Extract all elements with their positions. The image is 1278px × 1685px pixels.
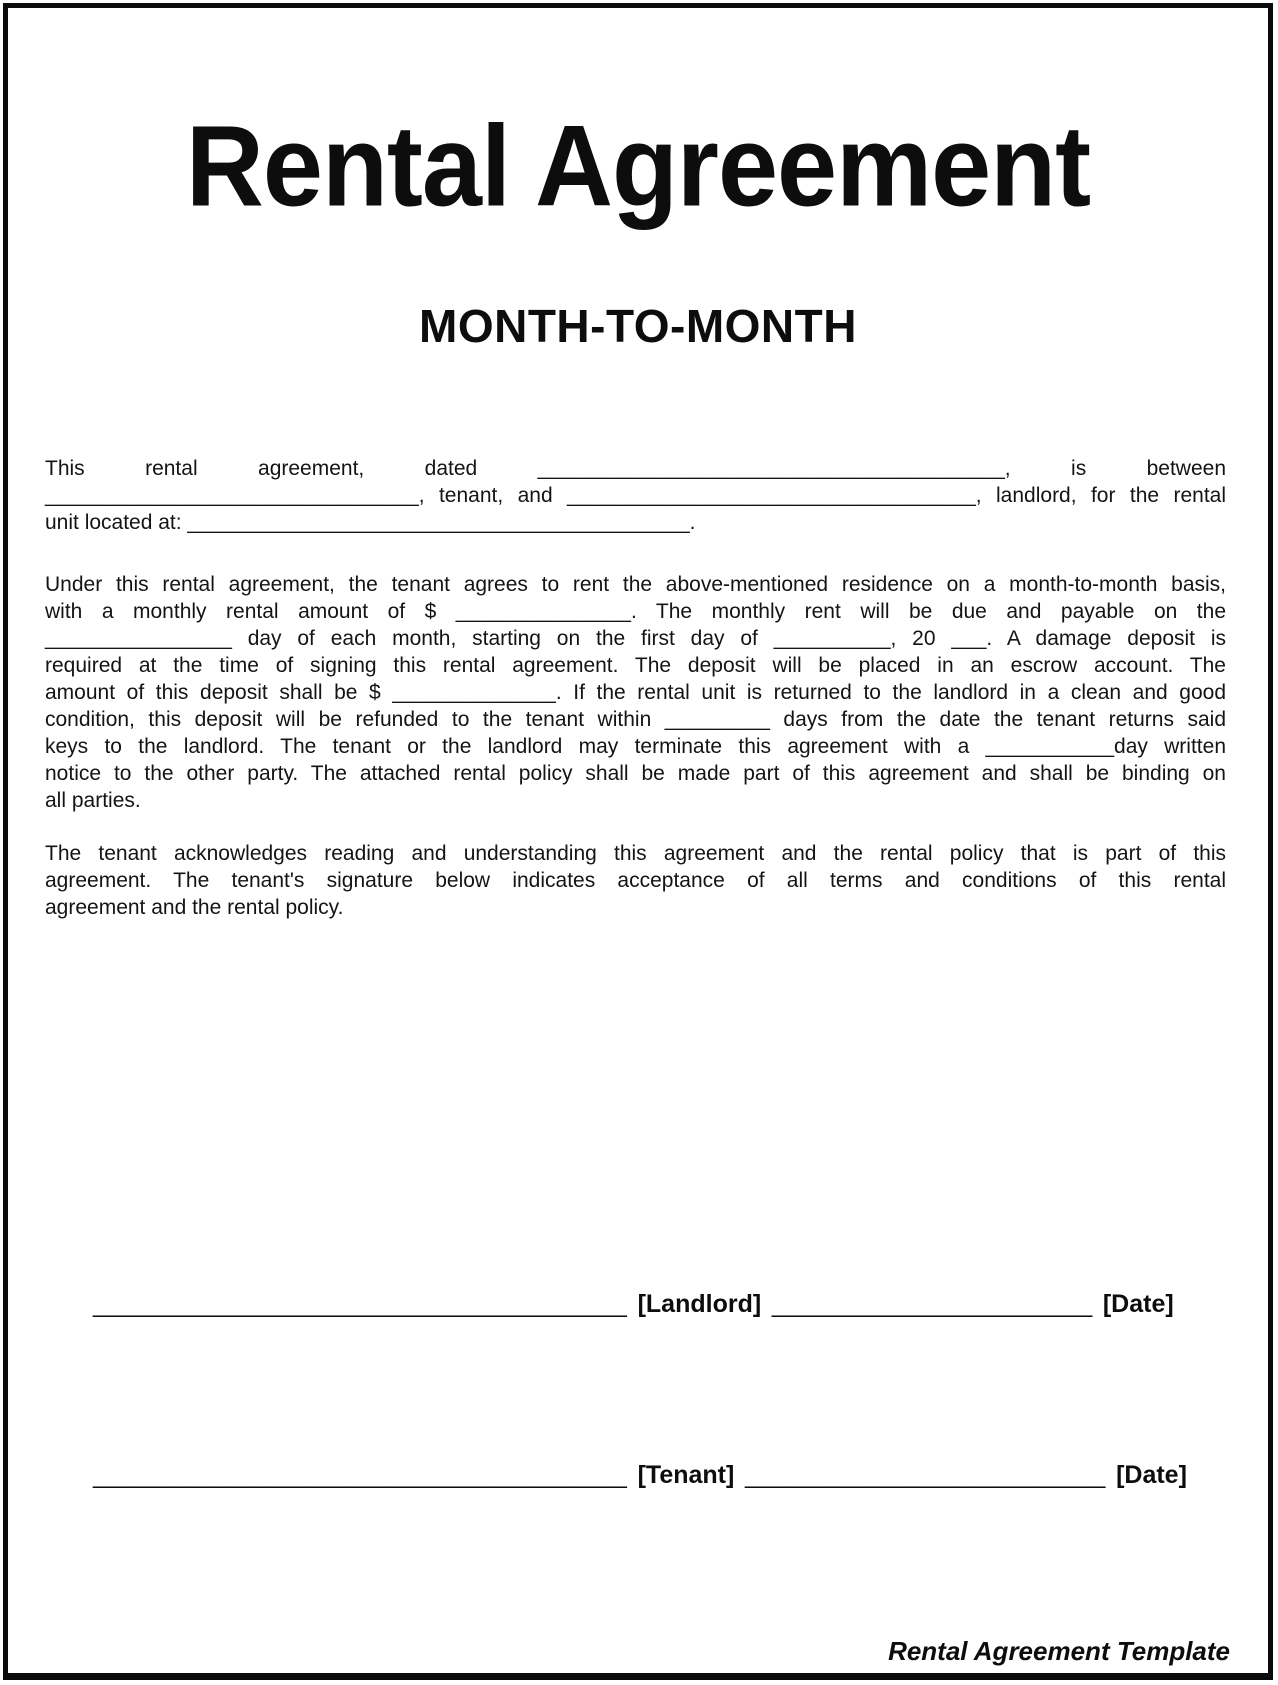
terms-line-6: condition, this deposit will be refunded to the tenant within _________ days from the date the tenant returns said <box>45 707 1226 731</box>
tenant-date-line: ___________________________ <box>745 1462 1106 1489</box>
terms-line-2: with a monthly rental amount of $ _______________. The monthly rent will be due and payable on the <box>45 599 1226 623</box>
intro-line-1: This rental agreement, dated ________________________________________, is between <box>45 456 1226 480</box>
landlord-signature-row <box>93 1289 1178 1320</box>
terms-line-3: ________________ day of each month, starting on the first day of __________, 20 ___. A damage deposit is <box>45 626 1226 650</box>
acknowledgement-line-1: The tenant acknowledges reading and understanding this agreement and the rental policy that is part of this <box>45 841 1226 865</box>
terms-line-9: all parties. <box>45 788 141 812</box>
landlord-signature-line: ________________________________________ <box>93 1291 627 1318</box>
rental-agreement-page <box>3 3 1273 1680</box>
terms-line-5: amount of this deposit shall be $ ______________. If the rental unit is returned to the landlord in a clean and good <box>45 680 1226 704</box>
terms-line-8: notice to the other party. The attached rental policy shall be made part of this agreement and shall be binding on <box>45 761 1226 785</box>
terms-line-4: required at the time of signing this rental agreement. The deposit will be placed in an escrow account. The <box>45 653 1226 677</box>
footer-template-label: Rental Agreement Template <box>888 1636 1230 1666</box>
acknowledgement-paragraph <box>45 840 1226 921</box>
terms-line-7: keys to the landlord. The tenant or the landlord may terminate this agreement with a ___________day written <box>45 734 1226 758</box>
intro-line-2: ________________________________, tenant, and ___________________________________, landlord, for the rental <box>45 483 1226 507</box>
page-title: Rental Agreement <box>185 100 1091 231</box>
terms-paragraph <box>45 571 1226 814</box>
landlord-role-label: [Landlord] <box>637 1290 762 1318</box>
document-body <box>45 455 1226 921</box>
landlord-date-line: ________________________ <box>771 1291 1093 1318</box>
tenant-date-label: [Date] <box>1116 1461 1187 1489</box>
tenant-role-label: [Tenant] <box>637 1461 735 1489</box>
intro-line-3: unit located at: ___________________________________________. <box>45 510 696 534</box>
tenant-signature-row <box>93 1460 1191 1491</box>
acknowledgement-line-3: agreement and the rental policy. <box>45 895 344 919</box>
terms-line-1: Under this rental agreement, the tenant agrees to rent the above-mentioned residence on a month-to-month basis, <box>45 572 1226 596</box>
landlord-date-label: [Date] <box>1102 1290 1174 1318</box>
page-subtitle: MONTH-TO-MONTH <box>419 300 857 353</box>
acknowledgement-line-2: agreement. The tenant's signature below indicates acceptance of all terms and conditions of this rental <box>45 868 1226 892</box>
intro-paragraph <box>45 455 1226 536</box>
tenant-signature-line: ________________________________________ <box>93 1462 627 1489</box>
